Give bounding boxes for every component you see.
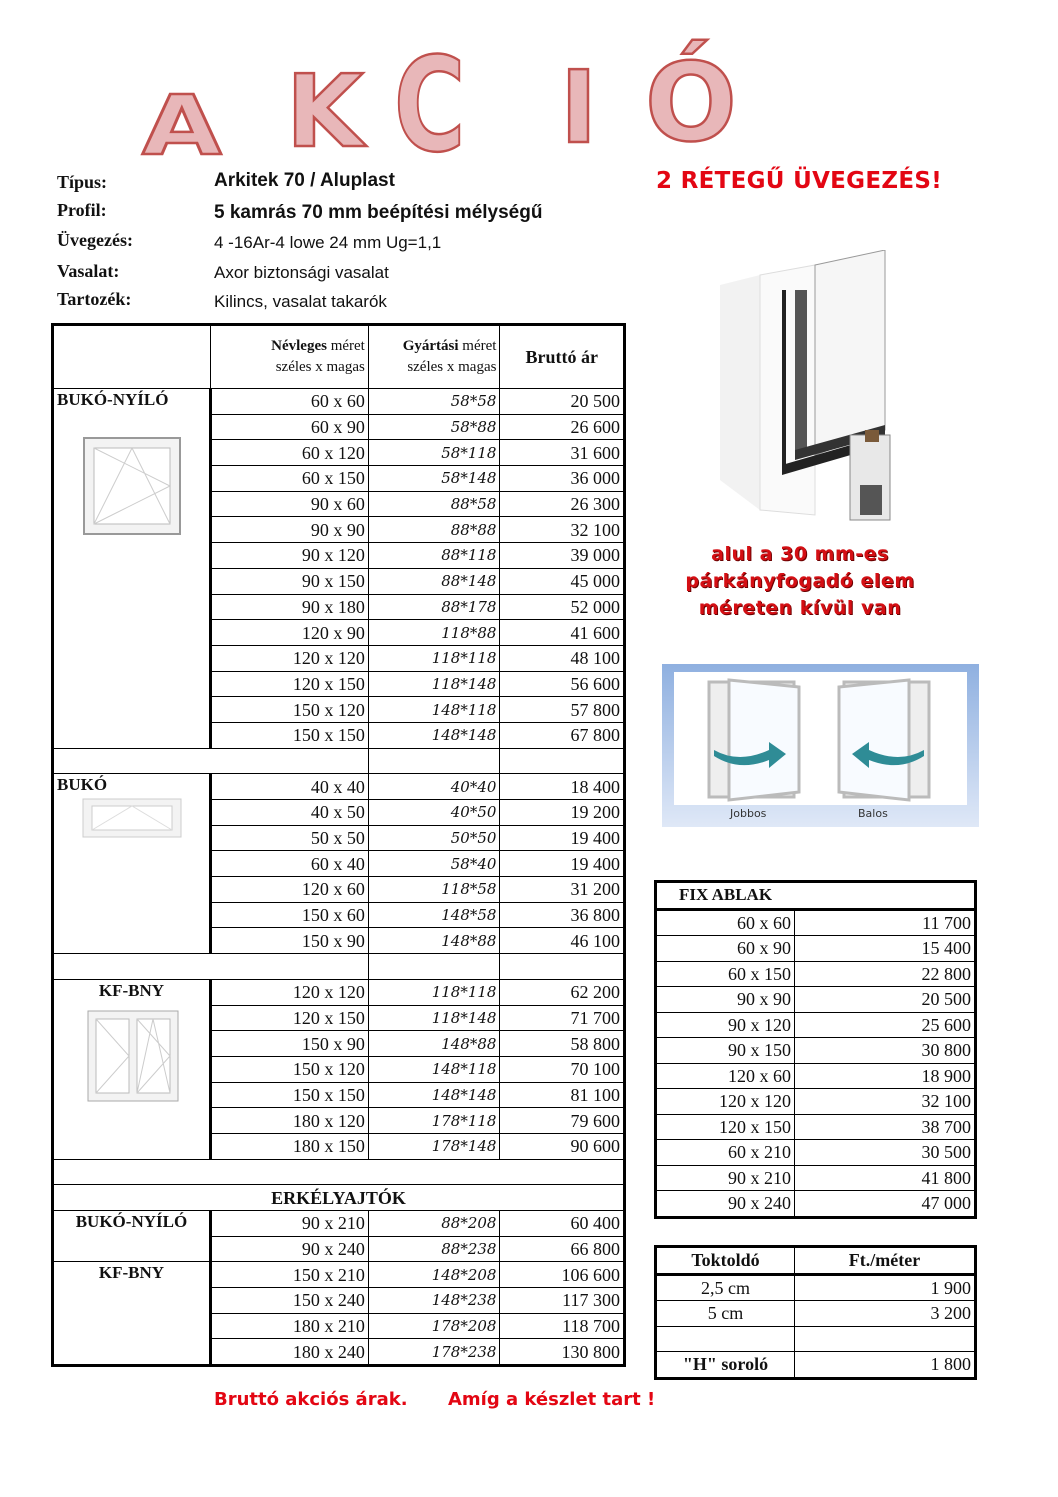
gross-price: 39 000 [500, 543, 625, 569]
title-letter-a: A [142, 79, 222, 174]
nominal-size: 50 x 50 [210, 825, 368, 851]
production-size: 50*50 [368, 825, 500, 851]
production-size: 88*238 [368, 1236, 500, 1262]
spec-label-accessory: Tartozék: [57, 289, 132, 309]
gross-price: 19 400 [500, 825, 625, 851]
empty-header-cell [53, 325, 211, 389]
gross-price: 117 300 [500, 1288, 625, 1314]
table-row [656, 1089, 976, 1115]
header-sub: széles x magas [275, 359, 365, 375]
table-row [656, 1140, 976, 1166]
spec-value-hardware: Axor biztonsági vasalat [214, 263, 389, 282]
category-name: BUKÓ [57, 775, 108, 795]
table-row [53, 774, 625, 800]
gross-price: 19 200 [500, 800, 625, 826]
production-size: 118*88 [368, 620, 500, 646]
category-cell: KF-BNY [53, 1262, 211, 1366]
table-row [656, 909, 976, 936]
table-row [656, 1114, 976, 1140]
title-letter-o: Ó [645, 41, 737, 166]
gross-price: 67 800 [500, 722, 625, 748]
table-row [53, 979, 625, 1005]
table-row [53, 1211, 625, 1237]
nominal-size: 120 x 120 [210, 645, 368, 671]
production-size: 148*238 [368, 1288, 500, 1314]
gross-price: 41 600 [500, 620, 625, 646]
glazing-headline: 2 RÉTEGŰ ÜVEGEZÉS! [656, 168, 943, 194]
gross-price: 66 800 [500, 1236, 625, 1262]
nominal-size: 180 x 210 [210, 1313, 368, 1339]
production-size: 148*208 [368, 1262, 500, 1288]
gross-price: 46 100 [500, 928, 625, 954]
size: 90 x 90 [656, 987, 795, 1013]
gross-price: 31 200 [500, 877, 625, 903]
price-header: Bruttó ár [500, 325, 625, 389]
table-row [656, 1301, 976, 1327]
spec-label-hardware: Vasalat: [57, 261, 120, 281]
production-size: 178*208 [368, 1313, 500, 1339]
double-sash-window-icon [87, 1010, 179, 1102]
empty-cell [53, 954, 369, 980]
nominal-size: 90 x 180 [210, 594, 368, 620]
item [656, 1326, 795, 1352]
nominal-size: 90 x 60 [210, 491, 368, 517]
production-size: 58*88 [368, 414, 500, 440]
production-size: 118*148 [368, 671, 500, 697]
category-name: KF-BNY [98, 980, 165, 1000]
production-size: 88*208 [368, 1211, 500, 1237]
table-row [656, 1274, 976, 1301]
spec-value-profile: 5 kamrás 70 mm beépítési mélységű [214, 202, 543, 223]
production-size: 58*118 [368, 440, 500, 466]
spec-label-profile: Profil: [57, 200, 107, 220]
size: 60 x 210 [656, 1140, 795, 1166]
opening-direction-illustration [674, 672, 967, 805]
production-size: 148*148 [368, 1082, 500, 1108]
table-row [656, 1165, 976, 1191]
category-cell: BUKÓ-NYÍLÓ [53, 1211, 211, 1262]
price: 1 800 [795, 1352, 976, 1379]
gross-price: 26 300 [500, 491, 625, 517]
price: 38 700 [795, 1114, 976, 1140]
nominal-size: 120 x 150 [210, 1005, 368, 1031]
production-size: 88*118 [368, 543, 500, 569]
category-cell [53, 389, 211, 749]
spec-value-glazing: 4 -16Ar-4 lowe 24 mm Ug=1,1 [214, 233, 442, 252]
price: 25 600 [795, 1012, 976, 1038]
production-size: 58*58 [368, 389, 500, 415]
gross-price: 36 800 [500, 902, 625, 928]
nominal-size: 150 x 120 [210, 697, 368, 723]
price: 15 400 [795, 936, 976, 962]
category-cell [53, 774, 211, 954]
production-size: 178*118 [368, 1108, 500, 1134]
production-size: 58*148 [368, 466, 500, 492]
title-letter-c: C [393, 29, 466, 181]
nominal-size: 150 x 120 [210, 1056, 368, 1082]
nominal-size: 150 x 210 [210, 1262, 368, 1288]
nominal-size: 150 x 240 [210, 1288, 368, 1314]
tilt-window-icon [82, 798, 182, 838]
gross-price: 56 600 [500, 671, 625, 697]
table-row [53, 389, 625, 415]
gross-price: 70 100 [500, 1056, 625, 1082]
nominal-size: 120 x 90 [210, 620, 368, 646]
gross-price: 81 100 [500, 1082, 625, 1108]
production-size: 40*50 [368, 800, 500, 826]
nominal-size: 90 x 240 [210, 1236, 368, 1262]
production-size: 88*88 [368, 517, 500, 543]
nominal-size: 180 x 240 [210, 1339, 368, 1366]
gross-price: 31 600 [500, 440, 625, 466]
nominal-size: 90 x 90 [210, 517, 368, 543]
category-cell [53, 979, 211, 1159]
gross-price: 58 800 [500, 1031, 625, 1057]
gross-price: 57 800 [500, 697, 625, 723]
empty-cell [368, 954, 500, 980]
gross-price: 60 400 [500, 1211, 625, 1237]
balcony-doors-title-row [53, 1185, 625, 1211]
price: 32 100 [795, 1089, 976, 1115]
item: 2,5 cm [656, 1274, 795, 1301]
frame-extender-table [654, 1245, 977, 1380]
gross-price: 48 100 [500, 645, 625, 671]
nominal-size-header [210, 325, 368, 389]
production-size: 58*40 [368, 851, 500, 877]
production-size: 118*58 [368, 877, 500, 903]
sill-note-line: párkányfogadó elem [685, 570, 915, 592]
footer-gross-prices: Bruttó akciós árak. [214, 1389, 408, 1410]
spacer-row [53, 748, 625, 774]
gross-price: 52 000 [500, 594, 625, 620]
size: 120 x 120 [656, 1089, 795, 1115]
price [795, 1326, 976, 1352]
size: 120 x 60 [656, 1063, 795, 1089]
production-size: 118*148 [368, 1005, 500, 1031]
left-hand-label: Balos [858, 807, 888, 820]
header-text: méret [326, 338, 365, 354]
empty-cell [53, 1159, 625, 1185]
gross-price: 36 000 [500, 466, 625, 492]
price: 47 000 [795, 1191, 976, 1218]
production-size: 118*118 [368, 645, 500, 671]
nominal-size: 150 x 150 [210, 1082, 368, 1108]
gross-price: 62 200 [500, 979, 625, 1005]
item: 5 cm [656, 1301, 795, 1327]
table-row [656, 987, 976, 1013]
balcony-doors-title: ERKÉLYAJTÓK [53, 1185, 625, 1211]
nominal-size: 90 x 150 [210, 568, 368, 594]
header-bold: Névleges [271, 338, 327, 354]
tilt-turn-window-icon [82, 436, 182, 536]
gross-price: 18 400 [500, 774, 625, 800]
production-size: 148*88 [368, 928, 500, 954]
fixed-window-table [654, 880, 977, 1219]
price: 41 800 [795, 1165, 976, 1191]
gross-price: 26 600 [500, 414, 625, 440]
gross-price: 19 400 [500, 851, 625, 877]
extender-header: Toktoldó [656, 1247, 795, 1275]
footer-while-stocks-last: Amíg a készlet tart ! [448, 1389, 656, 1410]
right-hand-label: Jobbos [730, 807, 767, 820]
table-row [656, 1191, 976, 1218]
production-size: 88*178 [368, 594, 500, 620]
gross-price: 90 600 [500, 1133, 625, 1159]
nominal-size: 180 x 120 [210, 1108, 368, 1134]
size: 90 x 120 [656, 1012, 795, 1038]
sill-note-line: alul a 30 mm-es [711, 543, 889, 565]
price: 30 800 [795, 1038, 976, 1064]
size: 60 x 150 [656, 961, 795, 987]
empty-cell [368, 748, 500, 774]
production-size: 148*58 [368, 902, 500, 928]
size: 120 x 150 [656, 1114, 795, 1140]
production-size: 178*238 [368, 1339, 500, 1366]
empty-cell [500, 954, 625, 980]
gross-price: 32 100 [500, 517, 625, 543]
nominal-size: 150 x 60 [210, 902, 368, 928]
price: 11 700 [795, 909, 976, 936]
size: 90 x 240 [656, 1191, 795, 1218]
nominal-size: 150 x 90 [210, 928, 368, 954]
price: 22 800 [795, 961, 976, 987]
production-size: 148*88 [368, 1031, 500, 1057]
sill-note-line: méreten kívül van [698, 597, 902, 619]
table-row [656, 1063, 976, 1089]
header-sub: széles x magas [407, 359, 497, 375]
gross-price: 20 500 [500, 389, 625, 415]
production-size: 148*118 [368, 1056, 500, 1082]
production-size: 88*148 [368, 568, 500, 594]
nominal-size: 40 x 50 [210, 800, 368, 826]
size: 90 x 150 [656, 1038, 795, 1064]
table-row [656, 936, 976, 962]
nominal-size: 120 x 150 [210, 671, 368, 697]
nominal-size: 60 x 90 [210, 414, 368, 440]
nominal-size: 120 x 60 [210, 877, 368, 903]
title-letter-k: K [286, 53, 364, 170]
empty-cell [500, 748, 625, 774]
table-row [656, 1326, 976, 1352]
spec-label-type: Típus: [57, 172, 108, 192]
nominal-size: 60 x 60 [210, 389, 368, 415]
gross-price: 118 700 [500, 1313, 625, 1339]
production-size-header [368, 325, 500, 389]
gross-price: 106 600 [500, 1262, 625, 1288]
header-bold: Gyártási [402, 338, 459, 354]
production-size: 88*58 [368, 491, 500, 517]
table-row [656, 1012, 976, 1038]
gross-price: 71 700 [500, 1005, 625, 1031]
nominal-size: 150 x 90 [210, 1031, 368, 1057]
gross-price: 79 600 [500, 1108, 625, 1134]
nominal-size: 60 x 40 [210, 851, 368, 877]
nominal-size: 150 x 150 [210, 722, 368, 748]
item: "H" soroló [656, 1352, 795, 1379]
nominal-size: 40 x 40 [210, 774, 368, 800]
price: 30 500 [795, 1140, 976, 1166]
nominal-size: 90 x 210 [210, 1211, 368, 1237]
nominal-size: 60 x 120 [210, 440, 368, 466]
header-text: méret [458, 338, 497, 354]
price: 20 500 [795, 987, 976, 1013]
spec-value-accessory: Kilincs, vasalat takarók [214, 292, 387, 311]
window-profile-image [700, 250, 920, 535]
fixed-window-title: FIX ABLAK [656, 882, 976, 910]
spec-label-glazing: Üvegezés: [57, 230, 133, 250]
size: 60 x 60 [656, 909, 795, 936]
table-header-row [53, 325, 625, 389]
table-row [53, 1262, 625, 1288]
spec-value-type: Arkitek 70 / Aluplast [214, 170, 395, 191]
production-size: 148*118 [368, 697, 500, 723]
production-size: 40*40 [368, 774, 500, 800]
price: 1 900 [795, 1274, 976, 1301]
production-size: 178*148 [368, 1133, 500, 1159]
spacer-row [53, 954, 625, 980]
table-row [656, 961, 976, 987]
nominal-size: 90 x 120 [210, 543, 368, 569]
nominal-size: 60 x 150 [210, 466, 368, 492]
title-letter-i: I [560, 49, 598, 166]
size: 60 x 90 [656, 936, 795, 962]
price-table [51, 323, 626, 1367]
table-row [656, 1352, 976, 1379]
nominal-size: 120 x 120 [210, 979, 368, 1005]
price: 3 200 [795, 1301, 976, 1327]
gross-price: 45 000 [500, 568, 625, 594]
production-size: 148*148 [368, 722, 500, 748]
nominal-size: 180 x 150 [210, 1133, 368, 1159]
table-row [656, 1038, 976, 1064]
price: 18 900 [795, 1063, 976, 1089]
gross-price: 130 800 [500, 1339, 625, 1366]
sill-note [640, 541, 960, 622]
category-name: BUKÓ-NYÍLÓ [57, 390, 169, 409]
empty-cell [53, 748, 369, 774]
size: 90 x 210 [656, 1165, 795, 1191]
price-per-meter-header: Ft./méter [795, 1247, 976, 1275]
production-size: 118*118 [368, 979, 500, 1005]
spacer-row [53, 1159, 625, 1185]
opening-direction-image [662, 664, 979, 827]
